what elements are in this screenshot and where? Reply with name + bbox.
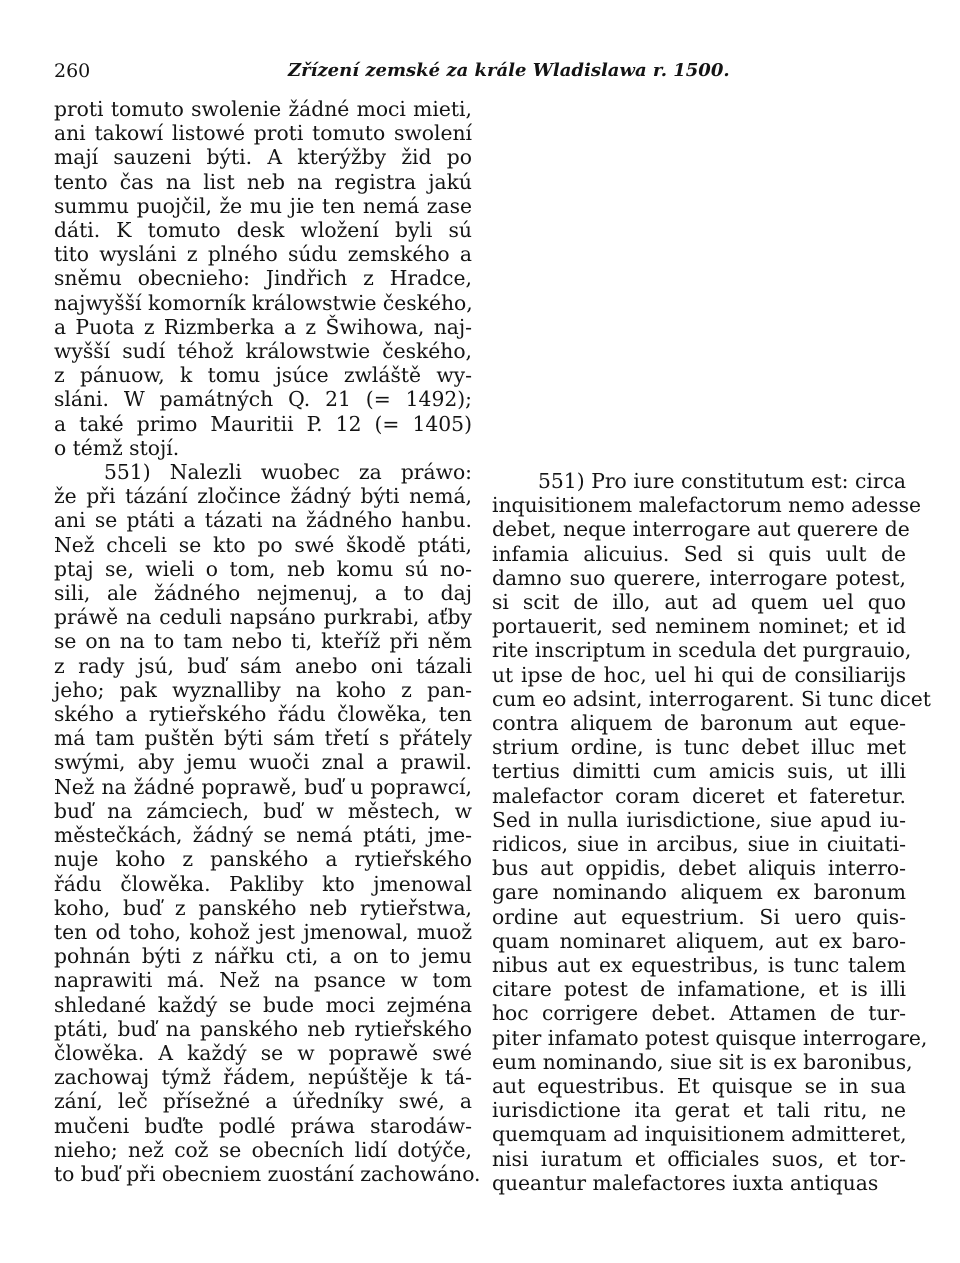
- text-line: ut ipse de hoc, uel hi qui de consiliarijs: [492, 662, 906, 687]
- text-line: a také primo Mauritii P. 12 (= 1405): [54, 411, 472, 436]
- text-line: hoc corrigere debet. Attamen de tur-: [492, 1001, 906, 1026]
- text-line: iurisdictione ita gerat et tali ritu, ne: [492, 1098, 906, 1123]
- text-line: 551) Pro iure constitutum est: circa: [538, 469, 906, 493]
- text-line: damno suo querere, interrogare potest,: [492, 565, 906, 590]
- text-line: bus aut oppidis, debet aliquis interro-: [492, 856, 906, 881]
- page-number: 260: [54, 60, 91, 82]
- text-line: contra aliquem de baronum aut eque-: [492, 711, 906, 736]
- text-line: tertius dimitti cum amicis suis, ut illi: [492, 759, 906, 784]
- text-line: z pánuow, k tomu jsúce zwláště wy-: [54, 363, 472, 388]
- text-line: a Puota z Rizmberka a z Šwihowa, naj-: [54, 314, 472, 339]
- text-line: to buď při obecniem zuostání zachowáno.: [54, 1161, 481, 1186]
- text-line: ten od toho, kohož jest jmenowal, muož: [54, 919, 472, 944]
- text-line: 551) Nalezli wuobec za práwo:: [104, 460, 472, 485]
- text-line: pohnán býti z nářku cti, a on to jemu: [54, 944, 472, 969]
- text-line: inquisitionem malefactorum nemo adesse: [492, 493, 921, 518]
- text-line: wyšší sudí téhož králowstwie českého,: [54, 339, 472, 364]
- text-line: mají sauzeni býti. A kterýžby žid po: [54, 145, 472, 170]
- text-line: člowěka. A každý se w poprawě swé: [54, 1040, 472, 1065]
- text-line: má tam puštěn býti sám třetí s přátely: [54, 726, 472, 751]
- text-line: rite inscriptum in scedula det purgrauio,: [492, 638, 912, 663]
- text-line: gare nominando aliquem ex baronum: [492, 880, 906, 905]
- text-line: Než na žádné poprawě, buď u poprawcí,: [54, 774, 472, 799]
- text-line: z rady jsú, buď sám anebo oni tázali: [54, 653, 472, 678]
- text-line: si scit de illo, aut ad quem uel quo: [492, 590, 906, 615]
- text-line: quemquam ad inquisitionem admitteret,: [492, 1122, 907, 1147]
- text-line: že při tázání zločince žádný býti nemá,: [54, 484, 472, 509]
- text-line: jeho; pak wyznalliby na koho z pan-: [54, 677, 472, 702]
- text-line: buď na zámciech, buď w městech, w: [54, 798, 472, 823]
- text-line: sláni. W památných Q. 21 (= 1492);: [54, 387, 472, 412]
- text-line: koho, buď z panského neb rytieřstwa,: [54, 895, 472, 920]
- latin-text-column: [492, 469, 931, 1195]
- text-line: swými, aby jemu wuoči znal a prawil.: [54, 750, 472, 775]
- text-line: mučeni buďte podlé práwa starodáw-: [54, 1113, 472, 1138]
- text-line: ridicos, siue in arcibus, siue in ciuitati-: [492, 832, 906, 857]
- text-line: nieho; než což se obecních lidí dotýče,: [54, 1137, 472, 1162]
- text-line: řádu člowěka. Pakliby kto jmenowal: [54, 871, 472, 896]
- text-line: ptáti, buď na panského neb rytieřského: [54, 1016, 472, 1041]
- text-line: Sed in nulla iurisdictione, siue apud iu-: [492, 807, 906, 832]
- text-line: sněmu obecnieho: Jindřich z Hradce,: [54, 266, 472, 291]
- text-line: tito wysláni z plného súdu zemského a: [54, 242, 472, 267]
- text-line: infamia alicuius. Sed si quis uult de: [492, 541, 906, 566]
- text-line: městečkách, žádný se nemá ptáti, jme-: [54, 823, 472, 848]
- text-line: o témž stojí.: [54, 435, 180, 460]
- text-line: naprawiti má. Než na psance w tom: [54, 968, 472, 993]
- text-line: aut equestribus. Et quisque se in sua: [492, 1074, 906, 1099]
- text-line: strium ordine, is tunc debet illuc met: [492, 735, 906, 760]
- text-line: zání, leč přísežné a úředníky swé, a: [54, 1089, 472, 1114]
- text-line: shledané každý se bude moci zejména: [54, 992, 472, 1017]
- czech-text-column: [54, 97, 481, 1186]
- text-line: ani takowí listowé proti tomuto swolení: [54, 121, 472, 146]
- text-line: malefactor coram diceret et fateretur.: [492, 783, 906, 808]
- text-line: piter infamato potest quisque interrogare,: [492, 1025, 928, 1050]
- text-line: práwě na ceduli napsáno purkrabi, aťby: [54, 605, 472, 630]
- text-line: ptaj se, wieli o tom, neb komu sú no-: [54, 556, 472, 581]
- text-line: debet, neque interrogare aut querere de: [492, 517, 910, 542]
- text-line: se on na to tam nebo ti, kteříž při něm: [54, 629, 472, 654]
- text-line: nibus aut ex equestribus, is tunc talem: [492, 953, 906, 978]
- text-line: eum nominando, siue sit is ex baronibus,: [492, 1049, 913, 1074]
- text-line: citare potest de infamatione, et is illi: [492, 977, 906, 1002]
- text-line: najwyšší komorník králowstwie českého,: [54, 290, 473, 315]
- text-line: ani se ptáti a tázati na žádného hanbu.: [54, 508, 472, 533]
- text-line: portauerit, sed neminem nominet; et id: [492, 614, 906, 639]
- text-line: Než chceli se kto po swé škodě ptáti,: [54, 532, 472, 557]
- text-line: ského a rytieřského řádu člowěka, ten: [54, 702, 472, 727]
- text-line: summu puojčil, že mu jie ten nemá zase: [54, 193, 472, 218]
- text-line: sili, ale žádného nejmenuj, a to daj: [54, 581, 472, 606]
- text-line: nisi iuratum et officiales suos, et tor-: [492, 1146, 906, 1171]
- text-line: tento čas na list neb na registra jakú: [54, 169, 472, 194]
- text-line: quam nominaret aliquem, aut ex baro-: [492, 928, 906, 953]
- text-line: proti tomuto swolenie žádné moci mieti,: [54, 97, 472, 121]
- text-line: nuje koho z panského a rytieřského: [54, 847, 472, 872]
- text-line: cum eo adsint, interrogarent. Si tunc dicet: [492, 686, 931, 711]
- text-line: queantur malefactores iuxta antiquas: [492, 1170, 879, 1195]
- running-title: Zřízení zemské za krále Wladislawa r. 1500.: [288, 60, 730, 81]
- text-line: dáti. K tomuto desk wložení byli sú: [54, 218, 472, 243]
- text-line: zachowaj týmž řádem, nepúštěje k tá-: [54, 1065, 472, 1090]
- text-line: ordine aut equestrium. Si uero quis-: [492, 904, 906, 929]
